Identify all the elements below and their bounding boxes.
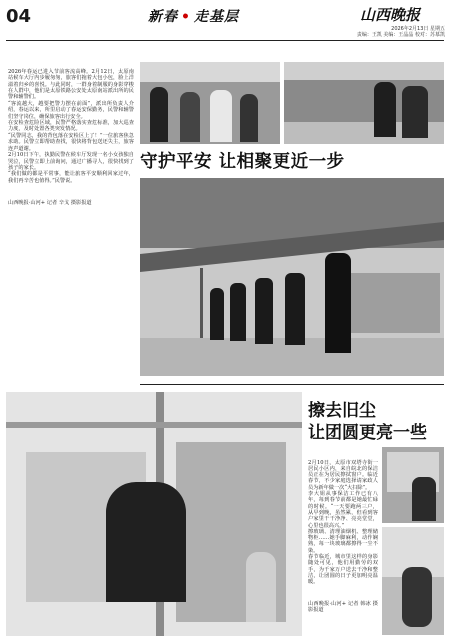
dateline [320,26,445,38]
photo-waiting-hall [284,62,444,144]
story2-credit: 山西晚报·山河+ 记者 韩冰 摄影报道 [308,601,378,614]
issue-date: 2026年2月13日 星期五 [391,26,445,32]
story1-headline: 守护平安 让相聚更近一步 [140,152,345,172]
banner-dot: • [181,9,191,25]
story1-body: 2026年春运已进入节前客流高峰。2月12日，太原南站候车大厅内步履匆匆，旅客们拖着大包小包，脸上洋溢着归乡的喜悦。与此同时，一群身着制服的身影穿梭在人群中，他们是太原铁路公安处太原南站派出所的民警和辅警们。 “客流越大，越要把警力摆在前面”，派出所负责人介绍，春运以来，所里启动了春运安保勤务，民警和辅警们坚守岗位，确保旅客出行安全。 在安检查危险区域，民警严格落实查危标准，加大巡查力度，及时处置各类突发情况。 “民警同志，我的背包落在安检区上了！”一位旅客焦急求助。民警立即帮助查找，很快将背包送还失主，旅客连声道谢。 2月10日下午，执勤民警在候车厅发现一名小女孩独自哭泣，民警立即上前询问，通过广播寻人，很快找到了孩子的家长。 “我们做的都是平常事，能让旅客平安顺利回家过年，我们再辛苦也值得。”民警说。 [8,68,134,184]
story2-body: 2月10日，太原市双塔寺街一居民小区内，来自皖北的保洁员正在为居民擦拭窗户。临近春节，不少家庭选择请家政人员为新年做一次“大扫除”。 李大姐从事保洁工作已有八年，每到春节前都是她最忙碌的时候。“一天要跑两三户，从早到晚，虽然累，但看到客户家里干干净净、亮亮堂堂，心里也很高兴。” 擦玻璃、清理油烟机、整理储物柜……她手脚麻利，动作娴熟，每一块玻璃都擦得一尘不染。 春节临近，城市里这样的身影随处可见，他们用勤劳的双手，为千家万户送去干净和整洁，让团圆的日子更加明亮温暖。 [308,459,378,586]
photo-cleaner-window [382,447,444,523]
newspaper-logo: 山西晚报 [360,6,421,24]
story2-headline-line1: 擦去旧尘 [308,401,376,421]
story2-headline [308,400,448,444]
story1-body-column [8,56,134,213]
story2-body-column [308,447,378,620]
photo-police-patrol [140,178,444,376]
banner-right: 走基层 [193,9,239,25]
page-number: 04 [6,6,32,27]
section-rule [140,384,444,385]
banner-left: 新春 [148,9,178,25]
editor-credits: 责编：王凯 美编：王晶晶 校对：苏慕凯 [356,32,445,38]
photo-station-checkpoint [140,62,280,144]
section-banner [148,6,239,26]
story1-credit: 山西晚报·山河+ 记者 辛戈 摄影报道 [8,199,92,206]
photo-cleaning-closeup [382,527,444,635]
header-rule [6,40,444,41]
photo-window-cleaning [6,392,302,636]
story2-headline-line2: 让团圆更亮一些 [308,423,427,443]
